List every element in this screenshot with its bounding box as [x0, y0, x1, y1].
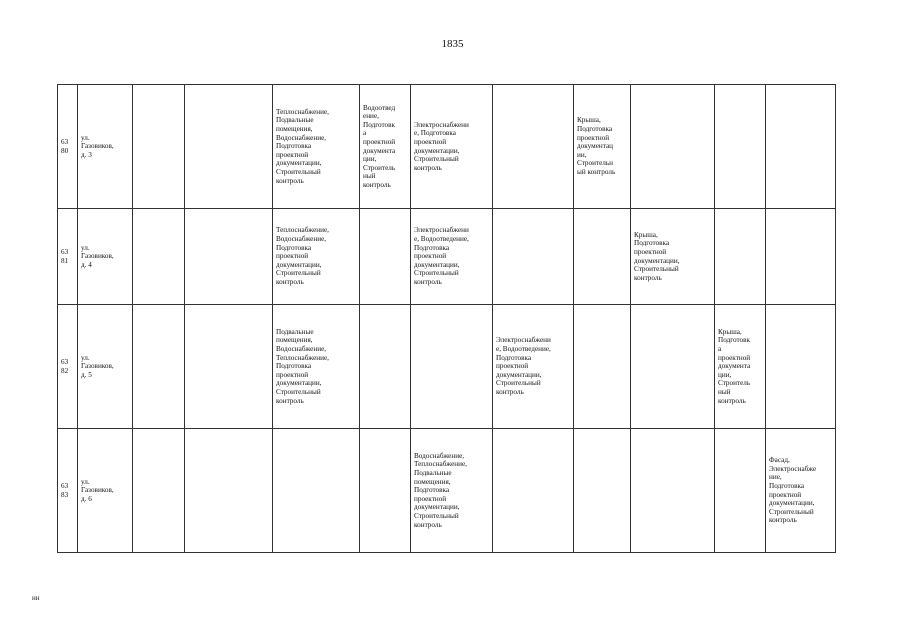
work-cell [493, 429, 574, 553]
work-cell [631, 429, 715, 553]
work-cell: Фасад, Электроснабже ние, Подготовка проектной документации, Строительный контроль [766, 429, 836, 553]
work-cell: Подвальные помещения, Водоснабжение, Теплоснабжение, Подготовка проектной документации, Строительный контроль [273, 305, 360, 429]
work-cell [360, 429, 411, 553]
work-cell [715, 429, 766, 553]
work-cell [360, 209, 411, 305]
address-cell: ул. Газовиков, д. 5 [78, 305, 133, 429]
work-cell: Электроснабжени е, Водоотведение, Подготовка проектной документации, Строительный контроль [411, 209, 493, 305]
work-cell [133, 429, 185, 553]
work-cell [631, 85, 715, 209]
work-cell [185, 85, 273, 209]
work-cell [493, 209, 574, 305]
work-cell [133, 305, 185, 429]
work-cell: Электроснабжени е, Подготовка проектной документации, Строительный контроль [411, 85, 493, 209]
work-cell: Водоснабжение, Теплоснабжение, Подвальные помещения, Подготовка проектной документации, Строительный контроль [411, 429, 493, 553]
address-cell: ул. Газовиков, д. 4 [78, 209, 133, 305]
work-cell [631, 305, 715, 429]
row-number: 63 83 [58, 429, 78, 553]
work-cell [411, 305, 493, 429]
table-row [58, 429, 836, 553]
work-cell [185, 429, 273, 553]
table-row [58, 305, 836, 429]
row-number: 63 82 [58, 305, 78, 429]
address-cell: ул. Газовиков, д. 3 [78, 85, 133, 209]
table-row [58, 85, 836, 209]
work-cell: Крыша, Подготовка проектной документац ии, Строительн ый контроль [574, 85, 631, 209]
work-cell [574, 429, 631, 553]
work-cell: Теплоснабжение, Водоснабжение, Подготовка проектной документации, Строительный контроль [273, 209, 360, 305]
work-cell [574, 305, 631, 429]
work-cell: Водоотвед ение, Подготовк а проектной документа ции, Строитель ный контроль [360, 85, 411, 209]
row-number: 63 81 [58, 209, 78, 305]
page-number: 1835 [441, 38, 464, 50]
work-cell [766, 305, 836, 429]
work-cell [715, 85, 766, 209]
work-cell [360, 305, 411, 429]
work-cell [133, 209, 185, 305]
work-cell [574, 209, 631, 305]
address-cell: ул. Газовиков, д. 6 [78, 429, 133, 553]
work-cell: Крыша, Подготовк а проектной документа ции, Строитель ный контроль [715, 305, 766, 429]
work-cell [185, 305, 273, 429]
work-cell [185, 209, 273, 305]
work-cell [273, 429, 360, 553]
work-cell [766, 85, 836, 209]
work-cell [766, 209, 836, 305]
repair-schedule-table [57, 84, 836, 553]
footer-mark: нн [32, 594, 40, 602]
work-cell: Крыша, Подготовка проектной документации, Строительный контроль [631, 209, 715, 305]
work-cell: Электроснабжени е, Водоотведение, Подготовка проектной документации, Строительный контроль [493, 305, 574, 429]
work-cell [133, 85, 185, 209]
table-row [58, 209, 836, 305]
row-number: 63 80 [58, 85, 78, 209]
work-cell [715, 209, 766, 305]
work-cell: Теплоснабжение, Подвальные помещения, Водоснабжение, Подготовка проектной документации, Строительный контроль [273, 85, 360, 209]
work-cell [493, 85, 574, 209]
